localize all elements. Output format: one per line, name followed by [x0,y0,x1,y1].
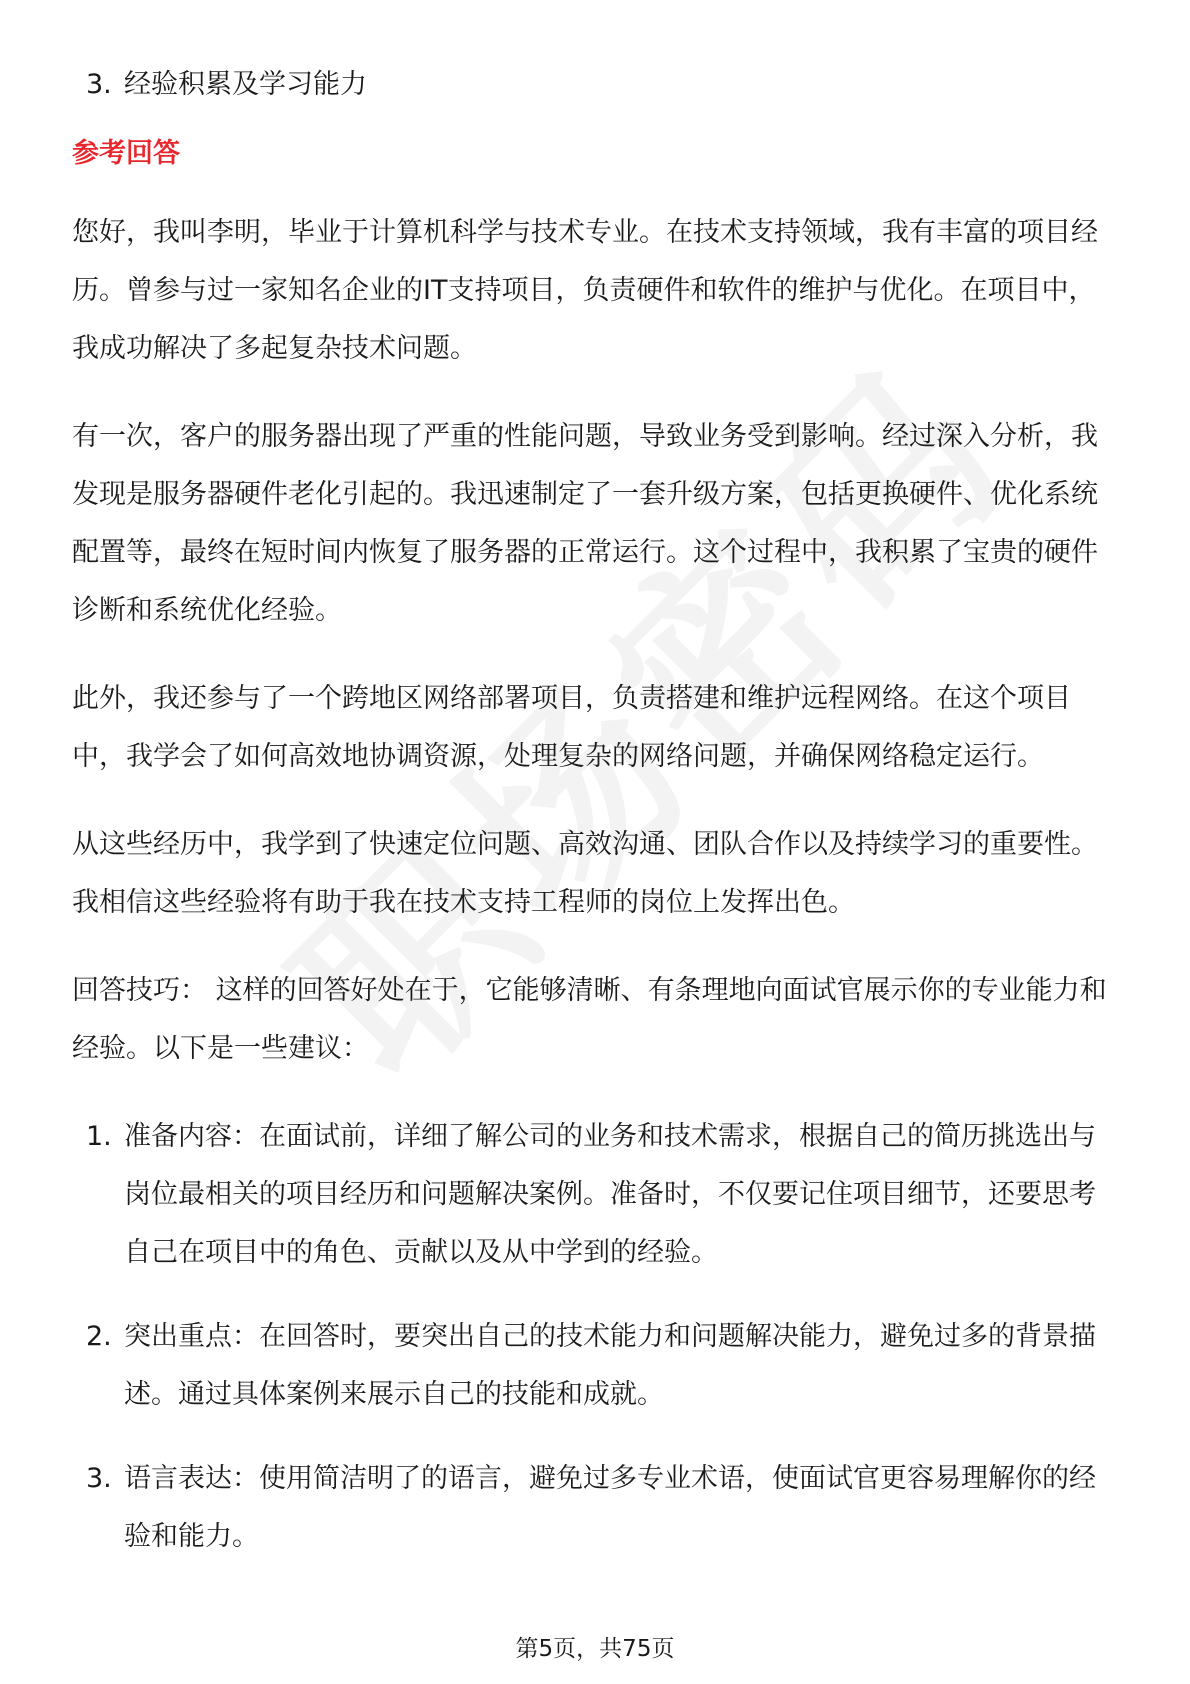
tip-text: 准备内容：在面试前，详细了解公司的业务和技术需求，根据自己的简历挑选出与岗位最相关的项目经历和问题解决案例。准备时，不仅要记住项目细节，还要思考自己在项目中的角色、贡献以及从中学到的经验。 [124,1121,1096,1268]
paragraph-server-issue: 有一次，客户的服务器出现了严重的性能问题，导致业务受到影响。经过深入分析，我发现是服务器硬件老化引起的。我迅速制定了一套升级方案，包括更换硬件、优化系统配置等，最终在短时间内恢复了服务器的正常运行。这个过程中，我积累了宝贵的硬件诊断和系统优化经验。 [72,421,1098,626]
paragraph-lessons: 从这些经历中，我学到了快速定位问题、高效沟通、团队合作以及持续学习的重要性。我相信这些经验将有助于我在技术支持工程师的岗位上发挥出色。 [72,829,1098,918]
tip-number: 2. [86,1321,112,1352]
page-footer: 第5页，共75页 [515,1636,675,1662]
top-list-item [72,56,1122,114]
tip-number: 1. [86,1121,112,1152]
tip-item-3 [72,1450,1122,1566]
paragraph-answer-tips: 回答技巧： 这样的回答好处在于，它能够清晰、有条理地向面试官展示你的专业能力和经验。以下是一些建议： [72,975,1107,1064]
paragraph-network-project: 此外，我还参与了一个跨地区网络部署项目，负责搭建和维护远程网络。在这个项目中，我学会了如何高效地协调资源，处理复杂的网络问题，并确保网络稳定运行。 [72,683,1071,772]
paragraph-intro: 您好，我叫李明，毕业于计算机科学与技术专业。在技术支持领域，我有丰富的项目经历。曾参与过一家知名企业的IT支持项目，负责硬件和软件的维护与优化。在项目中，我成功解决了多起复杂技术问题。 [72,217,1098,364]
tip-text: 语言表达：使用简洁明了的语言，避免过多专业术语，使面试官更容易理解你的经验和能力。 [124,1463,1096,1552]
tip-item-1 [72,1108,1122,1282]
top-list-text: 经验积累及学习能力 [124,69,367,100]
tip-text: 突出重点：在回答时，要突出自己的技术能力和问题解决能力，避免过多的背景描述。通过具体案例来展示自己的技能和成就。 [124,1321,1096,1410]
tip-number: 3. [86,1463,112,1494]
top-list-number: 3. [86,69,112,100]
section-heading: 参考回答 [72,138,180,169]
document-page [72,56,1122,1592]
tip-item-2 [72,1308,1122,1424]
